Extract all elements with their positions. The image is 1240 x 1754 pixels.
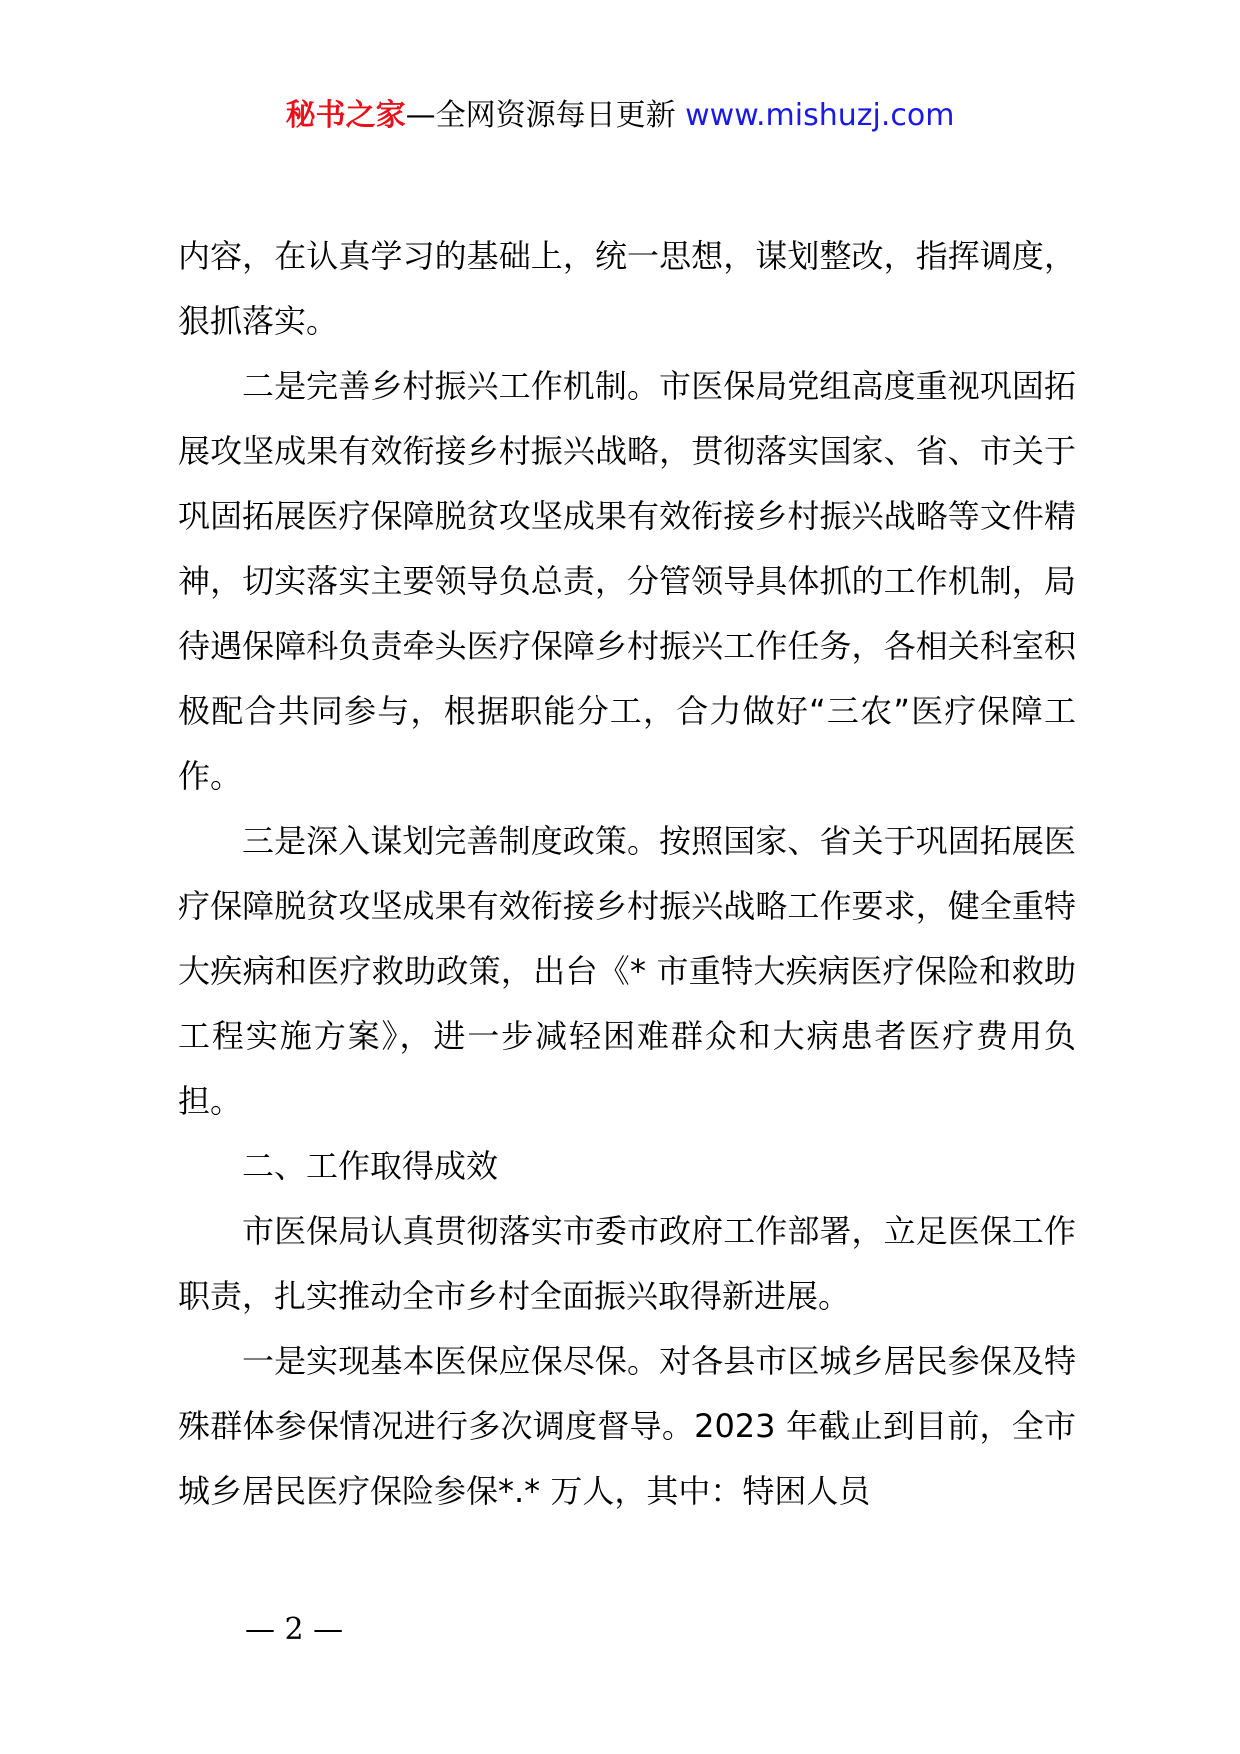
paragraph-summary: 市医保局认真贯彻落实市委市政府工作部署，立足医保工作职责，扎实推动全市乡村全面振兴取得新进展。 xyxy=(178,1212,1076,1315)
paragraph-mechanism: 二是完善乡村振兴工作机制。市医保局党组高度重视巩固拓展攻坚成果有效衔接乡村振兴战略，贯彻落实国家、省、市关于巩固拓展医疗保障脱贫攻坚成果有效衔接乡村振兴战略等文件精神，切实落实主要领导负总责，分管领导具体抓的工作机制，局待遇保障科负责牵头医疗保障乡村振兴工作任务，各相关科室积极配合共同参与，根据职能分工，合力做好“三农”医疗保障工作。 xyxy=(178,367,1076,795)
paragraph-continuation: 内容，在认真学习的基础上，统一思想，谋划整改，指挥调度，狠抓落实。 xyxy=(178,237,1076,340)
document-body xyxy=(178,224,1076,1524)
paragraph-insurance-coverage: 一是实现基本医保应保尽保。对各县市区城乡居民参保及特殊群体参保情况进行多次调度督导。2023 年截止到目前，全市城乡居民医疗保险参保*.* 万人，其中：特困人员 xyxy=(178,1342,1076,1510)
section-heading: 二、工作取得成效 xyxy=(242,1147,499,1185)
header-tagline: —全网资源每日更新 xyxy=(405,98,676,133)
page-number: — 2 — xyxy=(245,1612,344,1647)
site-url-link[interactable]: www.mishuzj.com xyxy=(685,98,955,133)
paragraph-policy: 三是深入谋划完善制度政策。按照国家、省关于巩固拓展医疗保障脱贫攻坚成果有效衔接乡村振兴战略工作要求，健全重特大疾病和医疗救助政策，出台《* 市重特大疾病医疗保险和救助工程实施方案》，进一步减轻困难群众和大病患者医疗费用负担。 xyxy=(178,822,1076,1120)
site-header xyxy=(0,96,1240,136)
brand-name: 秘书之家 xyxy=(285,98,406,133)
